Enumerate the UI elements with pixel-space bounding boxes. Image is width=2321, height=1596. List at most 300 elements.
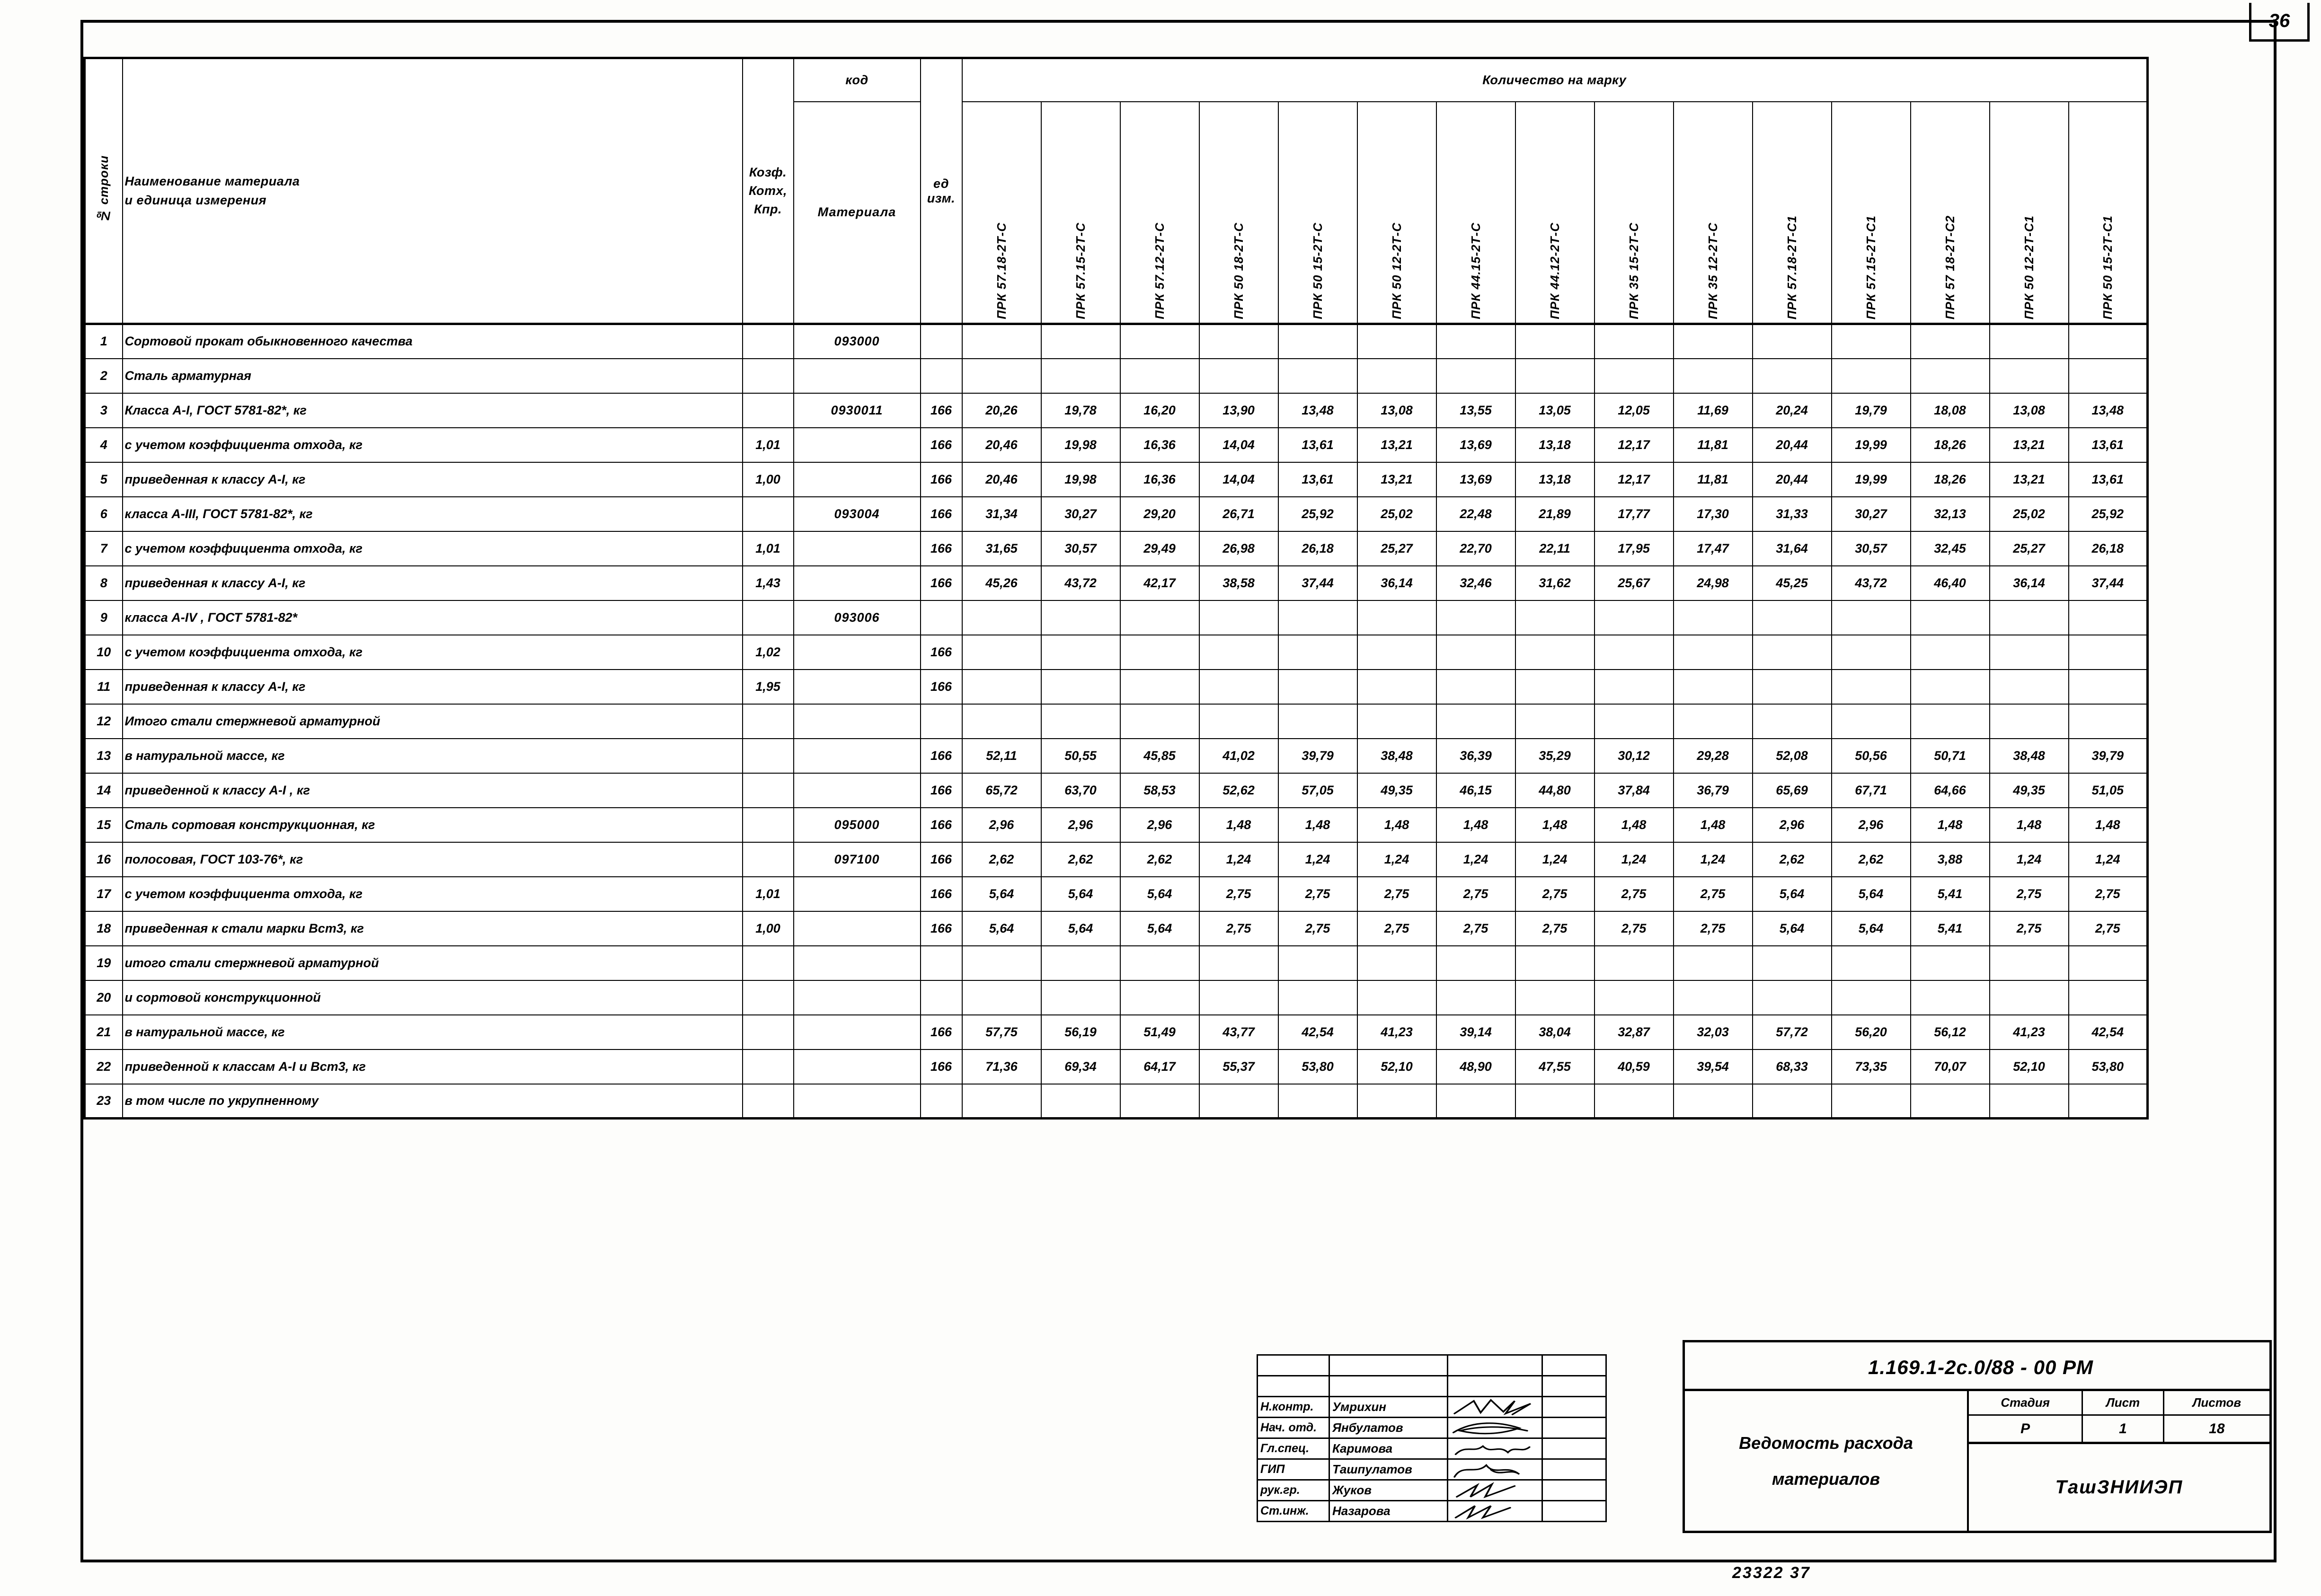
row-value-cell-9: 1,24 [1674,842,1753,877]
column-header-label-8: ПРК 35 15-2Т-С [1626,222,1641,319]
row-unit-cell [921,946,962,980]
signature-row [1258,1438,1606,1459]
row-unit-cell: 166 [921,808,962,842]
row-value-cell-0 [962,670,1041,704]
stage-header-row [1969,1391,2269,1416]
row-value-cell-13 [1990,324,2069,359]
column-header-label-5: ПРК 50 12-2Т-С [1389,222,1404,319]
row-value-cell-8 [1595,635,1674,670]
row-value-cell-5: 36,14 [1357,566,1436,600]
header-code-material-label: Материала [817,205,896,220]
column-header-label-9: ПРК 35 12-2Т-С [1705,222,1720,319]
table-row [85,1049,2148,1084]
drawing-title-line2: материалов [1772,1469,1880,1489]
row-value-cell-9: 39,54 [1674,1049,1753,1084]
header-koef-line2: Котх, [748,183,788,198]
row-value-cell-5 [1357,600,1436,635]
row-value-cell-5 [1357,324,1436,359]
material-consumption-table [83,57,2149,1120]
row-value-cell-0: 52,11 [962,739,1041,773]
row-value-cell-9: 1,48 [1674,808,1753,842]
row-value-cell-11: 19,99 [1832,462,1911,497]
row-value-cell-13: 52,10 [1990,1049,2069,1084]
signature-person: Назарова [1329,1501,1448,1522]
row-value-cell-10: 68,33 [1753,1049,1832,1084]
row-value-cell-8: 17,77 [1595,497,1674,531]
row-value-cell-5 [1357,670,1436,704]
row-value-cell-5: 25,27 [1357,531,1436,566]
row-value-cell-5: 49,35 [1357,773,1436,808]
row-value-cell-7 [1515,980,1595,1015]
row-value-cell-9: 11,69 [1674,393,1753,428]
stage-header-sheet: Лист [2083,1391,2164,1416]
row-number-cell: 20 [85,980,123,1015]
row-value-cell-6: 13,55 [1436,393,1515,428]
row-value-cell-8: 17,95 [1595,531,1674,566]
row-value-cell-0: 71,36 [962,1049,1041,1084]
signature-person: Каримова [1329,1438,1448,1459]
signature-blank-cell [1329,1376,1448,1397]
row-value-cell-14 [2069,600,2148,635]
row-value-cell-10 [1753,635,1832,670]
row-value-cell-12 [1911,980,1990,1015]
signature-blank-cell [1329,1355,1448,1376]
row-value-cell-0 [962,980,1041,1015]
row-value-cell-12: 70,07 [1911,1049,1990,1084]
row-value-cell-6 [1436,980,1515,1015]
row-value-cell-9: 2,75 [1674,911,1753,946]
row-value-cell-0: 45,26 [962,566,1041,600]
row-code-cell [794,704,921,739]
row-value-cell-0 [962,946,1041,980]
row-koef-cell [743,393,794,428]
row-value-cell-5: 25,02 [1357,497,1436,531]
row-value-cell-3 [1199,704,1278,739]
signature-row [1258,1480,1606,1501]
column-header-6 [1436,102,1515,324]
row-value-cell-11 [1832,980,1911,1015]
row-name-cell: класса А-III, ГОСТ 5781-82*, кг [123,497,743,531]
row-value-cell-4 [1278,946,1357,980]
row-value-cell-7 [1515,946,1595,980]
row-name-cell: в натуральной массе, кг [123,739,743,773]
row-number-cell: 5 [85,462,123,497]
row-value-cell-9 [1674,600,1753,635]
row-value-cell-5 [1357,704,1436,739]
row-name-cell: с учетом коэффициента отхода, кг [123,877,743,911]
row-value-cell-0 [962,1084,1041,1119]
row-koef-cell: 1,00 [743,911,794,946]
row-value-cell-1: 19,78 [1041,393,1120,428]
header-name-line1: Наименование материала [124,174,300,189]
row-value-cell-3: 41,02 [1199,739,1278,773]
row-value-cell-14 [2069,670,2148,704]
document-code: 1.169.1-2с.0/88 - 00 РМ [1868,1356,2093,1378]
row-name-cell: приведенной к классам А-I и Вст3, кг [123,1049,743,1084]
row-value-cell-0: 57,75 [962,1015,1041,1049]
row-value-cell-10: 52,08 [1753,739,1832,773]
row-value-cell-9: 36,79 [1674,773,1753,808]
row-value-cell-14 [2069,635,2148,670]
row-value-cell-7: 38,04 [1515,1015,1595,1049]
row-value-cell-1: 2,96 [1041,808,1120,842]
row-number-cell: 3 [85,393,123,428]
row-value-cell-4: 25,92 [1278,497,1357,531]
row-value-cell-4 [1278,670,1357,704]
table-row [85,393,2148,428]
row-value-cell-11: 73,35 [1832,1049,1911,1084]
row-value-cell-6 [1436,670,1515,704]
row-value-cell-14 [2069,359,2148,393]
row-value-cell-9 [1674,670,1753,704]
row-number-cell: 17 [85,877,123,911]
row-value-cell-10: 45,25 [1753,566,1832,600]
row-name-cell: приведенная к стали марки Вст3, кг [123,911,743,946]
signature-role: Ст.инж. [1258,1501,1329,1522]
row-unit-cell: 166 [921,497,962,531]
row-code-cell [794,635,921,670]
table-row [85,531,2148,566]
signature-scribble-icon [1451,1502,1536,1521]
column-header-12 [1911,102,1990,324]
signature-date [1542,1459,1606,1480]
row-number-cell: 4 [85,428,123,462]
row-value-cell-11 [1832,635,1911,670]
row-value-cell-6 [1436,324,1515,359]
stage-value-sheets: 18 [2164,1416,2269,1444]
row-value-cell-14: 1,24 [2069,842,2148,877]
row-value-cell-13: 41,23 [1990,1015,2069,1049]
row-value-cell-2 [1120,1084,1199,1119]
row-value-cell-2: 29,20 [1120,497,1199,531]
row-value-cell-11: 2,62 [1832,842,1911,877]
row-value-cell-5: 13,08 [1357,393,1436,428]
table-row [85,600,2148,635]
row-value-cell-3 [1199,980,1278,1015]
signature-person: Янбулатов [1329,1418,1448,1438]
row-name-cell: Сортовой прокат обыкновенного качества [123,324,743,359]
row-value-cell-13: 2,75 [1990,877,2069,911]
header-name-line2: и единица измерения [124,193,267,207]
row-value-cell-8: 12,17 [1595,428,1674,462]
signature-row [1258,1418,1606,1438]
row-value-cell-0 [962,600,1041,635]
row-value-cell-12: 18,26 [1911,428,1990,462]
signature-role: Нач. отд. [1258,1418,1329,1438]
row-value-cell-8: 1,48 [1595,808,1674,842]
column-header-label-3: ПРК 50 18-2Т-С [1231,222,1246,319]
table-row [85,980,2148,1015]
row-code-cell [794,773,921,808]
row-value-cell-12 [1911,704,1990,739]
row-value-cell-5 [1357,635,1436,670]
row-value-cell-10 [1753,324,1832,359]
row-value-cell-1 [1041,670,1120,704]
row-value-cell-9: 11,81 [1674,428,1753,462]
header-koef-line3: Кпр. [753,202,782,217]
row-value-cell-0 [962,359,1041,393]
row-value-cell-7: 1,24 [1515,842,1595,877]
row-value-cell-9: 24,98 [1674,566,1753,600]
table-body [85,324,2148,1119]
row-value-cell-7: 22,11 [1515,531,1595,566]
row-value-cell-9: 17,30 [1674,497,1753,531]
row-value-cell-2 [1120,324,1199,359]
row-value-cell-6: 36,39 [1436,739,1515,773]
row-code-cell [794,1049,921,1084]
row-value-cell-6: 2,75 [1436,877,1515,911]
row-name-cell: Класса А-I, ГОСТ 5781-82*, кг [123,393,743,428]
row-unit-cell: 166 [921,1049,962,1084]
row-unit-cell: 166 [921,462,962,497]
row-value-cell-10 [1753,946,1832,980]
row-value-cell-13 [1990,359,2069,393]
row-value-cell-0: 20,26 [962,393,1041,428]
signature-blank-row [1258,1355,1606,1376]
row-code-cell [794,531,921,566]
signature-mark [1448,1397,1542,1418]
row-value-cell-11: 2,96 [1832,808,1911,842]
row-koef-cell [743,324,794,359]
row-value-cell-0: 5,64 [962,911,1041,946]
row-unit-cell [921,324,962,359]
signature-scribble-icon [1451,1398,1536,1417]
row-value-cell-11: 5,64 [1832,877,1911,911]
row-value-cell-4: 53,80 [1278,1049,1357,1084]
row-koef-cell [743,1049,794,1084]
row-value-cell-7 [1515,359,1595,393]
row-value-cell-6: 46,15 [1436,773,1515,808]
row-value-cell-7: 31,62 [1515,566,1595,600]
row-value-cell-6: 22,48 [1436,497,1515,531]
row-value-cell-10 [1753,980,1832,1015]
row-value-cell-2: 51,49 [1120,1015,1199,1049]
row-value-cell-0: 31,65 [962,531,1041,566]
footer-code: 23322 37 [1732,1564,1811,1582]
row-value-cell-0 [962,704,1041,739]
row-value-cell-12: 5,41 [1911,877,1990,911]
row-value-cell-12 [1911,946,1990,980]
row-number-cell: 23 [85,1084,123,1119]
row-value-cell-3: 43,77 [1199,1015,1278,1049]
row-value-cell-6: 13,69 [1436,462,1515,497]
row-name-cell: полосовая, ГОСТ 103-76*, кг [123,842,743,877]
row-number-cell: 2 [85,359,123,393]
header-koef-line1: Козф. [749,165,787,179]
column-header-label-0: ПРК 57.18-2Т-С [994,222,1009,319]
table-row [85,566,2148,600]
row-koef-cell: 1,00 [743,462,794,497]
table-row [85,946,2148,980]
row-name-cell: итого стали стержневой арматурной [123,946,743,980]
row-code-cell: 093006 [794,600,921,635]
row-value-cell-5 [1357,946,1436,980]
header-quantity-group [962,58,2148,102]
row-value-cell-3: 55,37 [1199,1049,1278,1084]
signature-scribble-icon [1451,1419,1536,1438]
row-value-cell-10: 2,62 [1753,842,1832,877]
row-value-cell-14 [2069,946,2148,980]
row-value-cell-7 [1515,600,1595,635]
table-row [85,739,2148,773]
row-value-cell-7: 13,18 [1515,462,1595,497]
row-value-cell-6: 39,14 [1436,1015,1515,1049]
row-value-cell-8 [1595,1084,1674,1119]
row-value-cell-14: 37,44 [2069,566,2148,600]
row-value-cell-5 [1357,359,1436,393]
row-value-cell-4: 13,61 [1278,462,1357,497]
row-value-cell-12 [1911,359,1990,393]
row-number-cell: 22 [85,1049,123,1084]
row-value-cell-2: 64,17 [1120,1049,1199,1084]
signature-grid [1257,1354,1607,1522]
column-header-9 [1674,102,1753,324]
row-value-cell-13: 25,02 [1990,497,2069,531]
row-value-cell-10: 20,44 [1753,428,1832,462]
column-header-8 [1595,102,1674,324]
row-number-cell: 16 [85,842,123,877]
row-value-cell-12 [1911,1084,1990,1119]
signature-role: рук.гр. [1258,1480,1329,1501]
row-value-cell-1 [1041,946,1120,980]
header-unit [921,58,962,324]
row-value-cell-9 [1674,946,1753,980]
column-header-label-14: ПРК 50 15-2Т-С1 [2100,215,2115,319]
header-code-group [794,58,921,102]
row-value-cell-2 [1120,946,1199,980]
header-code-group-label: код [845,72,868,87]
row-number-cell: 12 [85,704,123,739]
row-value-cell-9: 11,81 [1674,462,1753,497]
row-value-cell-8: 40,59 [1595,1049,1674,1084]
row-value-cell-3 [1199,1084,1278,1119]
table-row [85,911,2148,946]
signature-row [1258,1397,1606,1418]
row-value-cell-14: 25,92 [2069,497,2148,531]
signature-row [1258,1459,1606,1480]
header-row-number-label: № строки [96,155,111,223]
row-value-cell-4: 37,44 [1278,566,1357,600]
row-value-cell-1 [1041,980,1120,1015]
row-value-cell-5: 2,75 [1357,877,1436,911]
row-code-cell [794,462,921,497]
row-value-cell-1: 19,98 [1041,462,1120,497]
row-value-cell-13: 38,48 [1990,739,2069,773]
row-value-cell-11: 67,71 [1832,773,1911,808]
row-name-cell: с учетом коэффициента отхода, кг [123,531,743,566]
row-number-cell: 1 [85,324,123,359]
row-value-cell-13: 2,75 [1990,911,2069,946]
row-koef-cell [743,1084,794,1119]
row-value-cell-5: 2,75 [1357,911,1436,946]
title-block [1257,1354,2272,1562]
row-value-cell-14: 42,54 [2069,1015,2148,1049]
row-value-cell-7: 2,75 [1515,877,1595,911]
row-number-cell: 13 [85,739,123,773]
row-value-cell-3: 38,58 [1199,566,1278,600]
row-value-cell-3: 14,04 [1199,462,1278,497]
header-row-number [85,58,123,324]
row-koef-cell: 1,01 [743,531,794,566]
drawing-title [1685,1391,1969,1531]
row-value-cell-7: 21,89 [1515,497,1595,531]
row-value-cell-6: 48,90 [1436,1049,1515,1084]
row-code-cell [794,739,921,773]
row-value-cell-3 [1199,670,1278,704]
row-value-cell-11: 5,64 [1832,911,1911,946]
row-value-cell-0: 31,34 [962,497,1041,531]
row-value-cell-6: 13,69 [1436,428,1515,462]
row-number-cell: 7 [85,531,123,566]
row-koef-cell: 1,01 [743,428,794,462]
signature-blank-cell [1542,1355,1606,1376]
row-unit-cell: 166 [921,877,962,911]
row-value-cell-3 [1199,359,1278,393]
row-value-cell-11 [1832,1084,1911,1119]
signature-row [1258,1501,1606,1522]
row-number-cell: 19 [85,946,123,980]
row-value-cell-0: 20,46 [962,428,1041,462]
row-value-cell-8 [1595,359,1674,393]
table-row [85,877,2148,911]
row-unit-cell: 166 [921,842,962,877]
row-unit-cell: 166 [921,739,962,773]
row-name-cell: Сталь арматурная [123,359,743,393]
row-value-cell-3 [1199,324,1278,359]
row-value-cell-12: 64,66 [1911,773,1990,808]
row-value-cell-2: 16,36 [1120,428,1199,462]
row-value-cell-5: 41,23 [1357,1015,1436,1049]
row-value-cell-11: 30,27 [1832,497,1911,531]
row-number-cell: 11 [85,670,123,704]
row-value-cell-2 [1120,670,1199,704]
row-value-cell-12: 56,12 [1911,1015,1990,1049]
row-value-cell-2: 58,53 [1120,773,1199,808]
signature-blank-cell [1258,1376,1329,1397]
row-value-cell-11: 43,72 [1832,566,1911,600]
signature-blank-cell [1448,1376,1542,1397]
row-unit-cell: 166 [921,635,962,670]
signature-date [1542,1418,1606,1438]
row-value-cell-10: 31,33 [1753,497,1832,531]
row-name-cell: Итого стали стержневой арматурной [123,704,743,739]
row-value-cell-0 [962,324,1041,359]
row-value-cell-11 [1832,670,1911,704]
row-code-cell [794,359,921,393]
row-value-cell-11 [1832,324,1911,359]
row-value-cell-7 [1515,704,1595,739]
row-value-cell-1: 30,57 [1041,531,1120,566]
row-koef-cell: 1,01 [743,877,794,911]
row-code-cell [794,911,921,946]
row-value-cell-9 [1674,980,1753,1015]
row-value-cell-13 [1990,1084,2069,1119]
row-value-cell-2: 16,20 [1120,393,1199,428]
row-value-cell-10: 5,64 [1753,911,1832,946]
row-value-cell-10 [1753,704,1832,739]
row-unit-cell: 166 [921,428,962,462]
signature-role: ГИП [1258,1459,1329,1480]
organization-name: ТашЗНИИЭП [2055,1477,2183,1498]
table-row [85,324,2148,359]
signature-person: Ташпулатов [1329,1459,1448,1480]
row-value-cell-0: 2,62 [962,842,1041,877]
page-number: 36 [2268,10,2290,31]
row-value-cell-2: 42,17 [1120,566,1199,600]
row-code-cell [794,1084,921,1119]
row-value-cell-14: 2,75 [2069,911,2148,946]
row-name-cell: приведенная к классу А-I, кг [123,462,743,497]
